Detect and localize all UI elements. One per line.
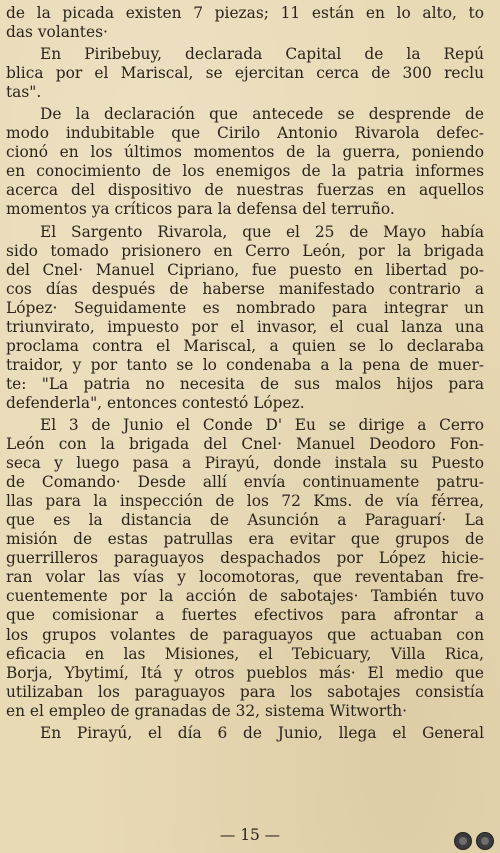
text-line: llas para la inspección de los 72 Kms. de vía férrea, xyxy=(6,492,484,511)
paragraph xyxy=(6,105,484,219)
watermark-badge-right xyxy=(476,832,494,850)
text-line: El Sargento Rivarola, que el 25 de Mayo había xyxy=(40,222,484,241)
text-line: sido tomado prisionero en Cerro León, por la brigada xyxy=(6,241,484,260)
paragraph xyxy=(6,724,484,743)
text-line: cionó en los últimos momentos de la guerra, poniendo xyxy=(6,143,484,162)
text-line: López· Seguidamente es nombrado para integrar un xyxy=(6,298,484,317)
text-line: acerca del dispositivo de nuestras fuerzas en aquellos xyxy=(6,181,484,200)
body-text xyxy=(6,4,484,743)
text-line: los grupos volantes de paraguayos que actuaban con xyxy=(6,625,484,644)
text-line: que es la distancia de Asunción a Paraguarí· La xyxy=(6,511,484,530)
paragraph xyxy=(6,416,484,721)
paragraph xyxy=(6,223,484,413)
text-line: El 3 de Junio el Conde D' Eu se dirige a Cerro xyxy=(40,415,484,434)
text-line: ran volar las vías y locomotoras, que reventaban fre- xyxy=(6,568,484,587)
text-line: de la picada existen 7 piezas; 11 están en lo alto, to xyxy=(6,4,484,22)
text-line: modo indubitable que Cirilo Antonio Rivarola defec- xyxy=(6,124,484,143)
text-line: blica por el Mariscal, se ejercitan cerca de 300 reclu xyxy=(6,64,484,83)
text-line: proclama contra el Mariscal, a quien se lo declaraba xyxy=(6,336,484,355)
text-line: guerrilleros paraguayos despachados por López hicie- xyxy=(6,549,484,568)
text-line: seca y luego pasa a Pirayú, donde instala su Puesto xyxy=(6,454,484,473)
paragraph xyxy=(6,45,484,102)
text-line: tas". xyxy=(6,83,42,102)
text-line: del Cnel· Manuel Cipriano, fue puesto en libertad po- xyxy=(6,260,484,279)
text-line: en el empleo de granadas de 32, sistema Witworth· xyxy=(6,701,408,720)
paragraph xyxy=(6,4,484,42)
text-line: momentos ya críticos para la defensa del terruño. xyxy=(6,200,395,219)
text-line: En Pirayú, el día 6 de Junio, llega el General xyxy=(40,723,484,742)
text-line: León con la brigada del Cnel· Manuel Deodoro Fon- xyxy=(6,435,484,454)
text-line: traidor, y por tanto se lo condenaba a la pena de muer- xyxy=(6,355,484,374)
text-line: eficacia en las Misiones, el Tebicuary, Villa Rica, xyxy=(6,644,484,663)
text-line: cos días después de haberse manifestado contrario a xyxy=(6,279,484,298)
text-line: cuentemente por la acción de sabotajes· También tuvo xyxy=(6,587,484,606)
text-line: te: "La patria no necesita de sus malos hijos para xyxy=(6,374,484,393)
watermark-badge-left xyxy=(454,832,472,850)
text-line: en conocimiento de los enemigos de la patria informes xyxy=(6,162,484,181)
page-number: — 15 — xyxy=(219,826,281,844)
text-line: defenderla", entonces contestó López. xyxy=(6,393,305,412)
text-line: que comisionar a fuertes efectivos para afrontar a xyxy=(6,606,484,625)
text-line: De la declaración que antecede se desprende de xyxy=(40,105,484,124)
text-line: das volantes· xyxy=(6,23,108,42)
text-line: utilizaban los paraguayos para los sabotajes consistía xyxy=(6,682,484,701)
text-line: misión de estas patrullas era evitar que grupos de xyxy=(6,530,484,549)
text-line: de Comando· Desde allí envía continuamente patru- xyxy=(6,473,484,492)
text-line: En Piribebuy, declarada Capital de la Repú xyxy=(40,45,484,64)
text-line: Borja, Ybytimí, Itá y otros pueblos más· El medio que xyxy=(6,663,484,682)
text-line: triunvirato, impuesto por el invasor, el cual lanza una xyxy=(6,317,484,336)
